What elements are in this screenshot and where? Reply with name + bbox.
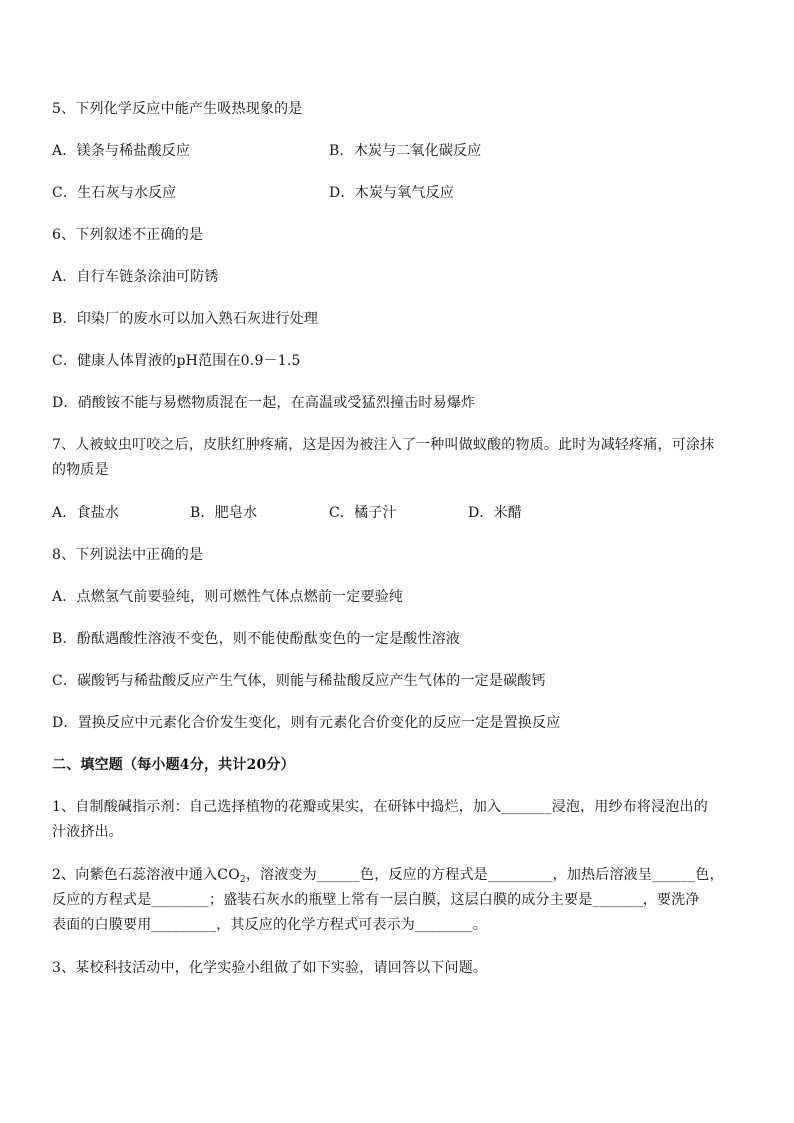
q6-option-d: D．硝酸铵不能与易燃物质混在一起，在高温或受猛烈撞击时易爆炸 [52,395,476,411]
q5-option-a: A．镁条与稀盐酸反应 [52,143,191,159]
fill-2-line-3: 表面的白膜要用_________，其反应的化学方程式可表示为________。 [52,917,487,933]
co2-subscript: 2 [239,875,246,885]
q7-option-a: A．食盐水 [52,505,120,521]
fill-1-line-2: 汁液挤出。 [52,824,123,840]
section-2-heading: 二、填空题（每小题4分，共计20分） [52,757,295,773]
q5-option-c: C．生石灰与水反应 [52,185,177,201]
fill-2-line-1-end: ，溶液变为______色，反应的方程式是_________，加热后溶液呈______色， [245,867,724,883]
q8-option-b: B．酚酞遇酸性溶液不变色，则不能使酚酞变色的一定是酸性溶液 [52,631,461,647]
q8-option-c: C．碳酸钙与稀盐酸反应产生气体，则能与稀盐酸反应产生气体的一定是碳酸钙 [52,673,546,689]
q7-option-c: C．橘子汁 [329,505,397,521]
q6-option-b: B．印染厂的废水可以加入熟石灰进行处理 [52,311,319,327]
q6-option-c: C．健康人体胃液的pH范围在0.9－1.5 [52,353,301,369]
q6-option-a: A．自行车链条涂油可防锈 [52,269,219,285]
fill-2-line-1-start: 2、向紫色石蕊溶液中通入CO [52,867,240,883]
q8-option-d: D．置换反应中元素化合价发生变化，则有元素化合价变化的反应一定是置换反应 [52,715,561,731]
q5-option-b: B．木炭与二氧化碳反应 [329,143,482,159]
q7-stem-line-1: 7、人被蚊虫叮咬之后，皮肤红肿疼痛，这是因为被注入了一种叫做蚁酸的物质。此时为减轻疼痛，可涂抹 [52,437,715,453]
fill-2-line-1 [52,864,754,886]
q7-option-d: D．米醋 [468,505,523,521]
q7-stem-line-2: 的物质是 [52,462,109,478]
q5-option-d: D．木炭与氧气反应 [329,185,455,201]
fill-1-line-1: 1、自制酸碱指示剂：自己选择植物的花瓣或果实，在研钵中捣烂，加入_______浸泡，用纱布将浸泡出的 [52,799,708,815]
q7-option-b: B．肥皂水 [190,505,258,521]
q6-stem: 6、下列叙述不正确的是 [52,227,204,243]
fill-2-line-2: 反应的方程式是________；盛装石灰水的瓶壁上常有一层白膜，这层白膜的成分主要是_______，要洗净 [52,892,700,908]
q5-stem: 5、下列化学反应中能产生吸热现象的是 [52,101,303,117]
q8-stem: 8、下列说法中正确的是 [52,547,204,563]
fill-3-line-1: 3、某校科技活动中，化学实验小组做了如下实验，请回答以下问题。 [52,960,488,976]
q8-option-a: A．点燃氢气前要验纯，则可燃性气体点燃前一定要验纯 [52,589,404,605]
